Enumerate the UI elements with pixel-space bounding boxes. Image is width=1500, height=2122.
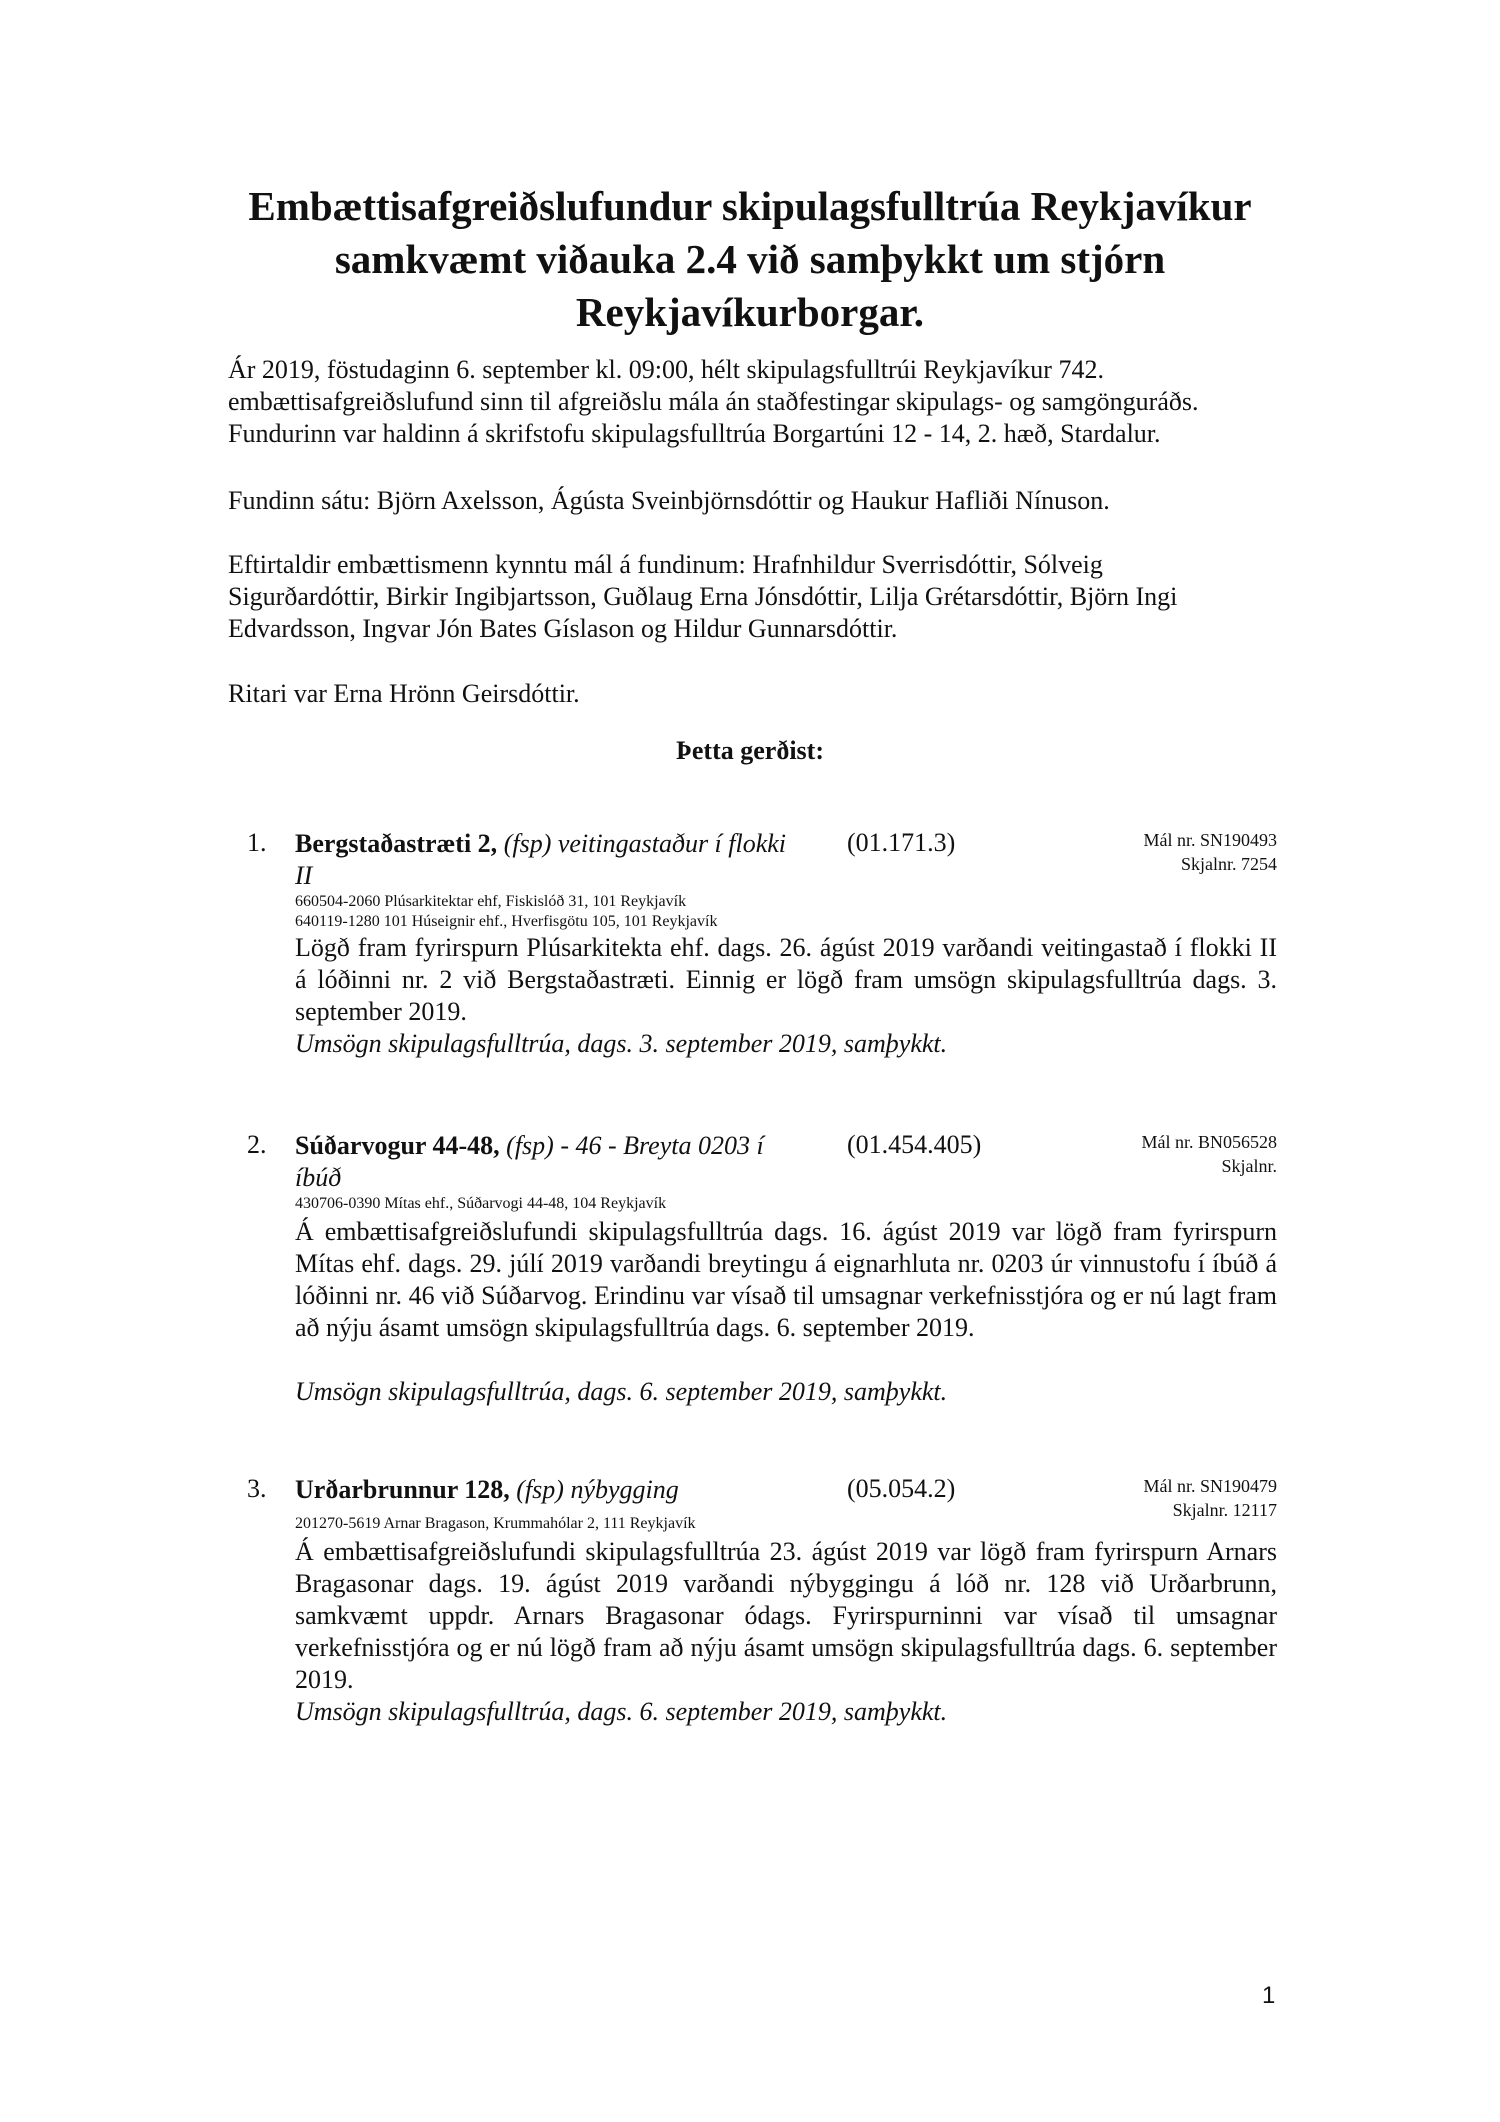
title-line-1: Embættisafgreiðslufundur skipulagsfulltrúa Reykjavíkur bbox=[248, 183, 1252, 229]
document-title bbox=[200, 180, 1300, 339]
item-heading bbox=[295, 828, 795, 892]
officials-line-3: Edvardsson, Ingvar Jón Bates Gíslason og Hildur Gunnarsdóttir. bbox=[228, 614, 898, 643]
officials-line-1: Eftirtaldir embættismenn kynntu mál á fundinum: Hrafnhildur Sverrisdóttir, Sólveig bbox=[228, 550, 1103, 579]
item-reference bbox=[1141, 1130, 1277, 1178]
secretary-paragraph: Ritari var Erna Hrönn Geirsdóttir. bbox=[228, 679, 580, 708]
item-result: Umsögn skipulagsfulltrúa, dags. 6. september 2019, samþykkt. bbox=[295, 1377, 948, 1406]
item-reference bbox=[1143, 1474, 1277, 1522]
title-line-3: Reykjavíkurborgar. bbox=[575, 289, 925, 335]
item-owners bbox=[295, 1514, 696, 1534]
item-number: 1. bbox=[247, 828, 267, 857]
item-address: Urðarbrunnur 128, bbox=[295, 1475, 510, 1504]
officials-line-2: Sigurðardóttir, Birkir Ingibjartsson, Guðlaug Erna Jónsdóttir, Lilja Grétarsdóttir, Björn Ingi bbox=[228, 582, 1178, 611]
item-description: Lögð fram fyrirspurn Plúsarkitekta ehf. dags. 26. ágúst 2019 varðandi veitingastað í flokki II á lóðinni nr. 2 við Bergstaðastræti. Einnig er lögð fram umsögn skipulagsfulltrúa dags. 3. september 2019. bbox=[295, 933, 1277, 1026]
item-owners bbox=[295, 892, 717, 932]
case-number: Mál nr. SN190493 bbox=[1143, 830, 1277, 850]
item-subject: (fsp) - 46 - Breyta 0203 í íbúð bbox=[295, 1131, 764, 1192]
item-number: 2. bbox=[247, 1130, 267, 1159]
intro-line-3: Fundurinn var haldinn á skrifstofu skipulagsfulltrúa Borgartúni 12 - 14, 2. hæð, Stardalur. bbox=[228, 419, 1161, 448]
document-number: Skjalnr. 12117 bbox=[1172, 1500, 1277, 1520]
item-land-code: (01.171.3) bbox=[847, 828, 956, 857]
title-line-2: samkvæmt viðauka 2.4 við samþykkt um stjórn bbox=[334, 236, 1166, 282]
item-owners bbox=[295, 1194, 666, 1214]
owner-line: 430706-0390 Mítas ehf., Súðarvogi 44-48, 104 Reykjavík bbox=[295, 1195, 667, 1212]
case-number: Mál nr. BN056528 bbox=[1141, 1132, 1277, 1152]
document-number: Skjalnr. 7254 bbox=[1180, 854, 1277, 874]
intro-paragraph bbox=[228, 354, 1198, 450]
item-address: Súðarvogur 44-48, bbox=[295, 1131, 500, 1160]
item-land-code: (01.454.405) bbox=[847, 1130, 982, 1159]
item-reference bbox=[1143, 828, 1277, 876]
item-land-code: (05.054.2) bbox=[847, 1474, 956, 1503]
item-number: 3. bbox=[247, 1474, 267, 1503]
item-result: Umsögn skipulagsfulltrúa, dags. 6. september 2019, samþykkt. bbox=[295, 1697, 948, 1726]
item-description: Á embættisafgreiðslufundi skipulagsfulltrúa 23. ágúst 2019 var lögð fram fyrirspurn Arnars Bragasonar dags. 19. ágúst 2019 varðandi nýbyggingu á lóð nr. 128 við Urðarbrunn, samkvæmt uppdr. Arnars Bragasonar ódags. Fyrirspurninni var vísað til umsagnar verkefnisstjóra og er nú lögð fram að nýju ásamt umsögn skipulagsfulltrúa dags. 6. september 2019. bbox=[295, 1537, 1277, 1694]
item-address: Bergstaðastræti 2, bbox=[295, 829, 498, 858]
document-number: Skjalnr. bbox=[1221, 1156, 1277, 1176]
page-number: 1 bbox=[1262, 1982, 1276, 2009]
item-subject: (fsp) nýbygging bbox=[516, 1475, 679, 1504]
owner-line: 660504-2060 Plúsarkitektar ehf, Fiskislóð 31, 101 Reykjavík bbox=[295, 893, 687, 910]
officials-paragraph bbox=[228, 549, 1177, 645]
intro-line-2: embættisafgreiðslufund sinn til afgreiðslu mála án staðfestingar skipulags- og samgönguráðs. bbox=[228, 387, 1199, 416]
attendees-paragraph: Fundinn sátu: Björn Axelsson, Ágústa Sveinbjörnsdóttir og Haukur Hafliði Nínuson. bbox=[228, 486, 1110, 515]
item-heading bbox=[295, 1474, 795, 1506]
item-description: Á embættisafgreiðslufundi skipulagsfulltrúa dags. 16. ágúst 2019 var lögð fram fyrirspurn Mítas ehf. dags. 29. júlí 2019 varðandi breytingu á eignarhluta nr. 0203 úr vinnustofu í íbúð á lóðinni nr. 46 við Súðarvog. Erindinu var vísað til umsagnar verkefnisstjóra og er nú lagt fram að nýju ásamt umsögn skipulagsfulltrúa dags. 6. september 2019. bbox=[295, 1217, 1277, 1342]
intro-line-1: Ár 2019, föstudaginn 6. september kl. 09:00, hélt skipulagsfulltrúi Reykjavíkur 742. bbox=[228, 355, 1104, 384]
section-heading: Þetta gerðist: bbox=[676, 736, 824, 765]
item-heading bbox=[295, 1130, 795, 1194]
item-result: Umsögn skipulagsfulltrúa, dags. 3. september 2019, samþykkt. bbox=[295, 1029, 948, 1058]
case-number: Mál nr. SN190479 bbox=[1143, 1476, 1277, 1496]
owner-line: 640119-1280 101 Húseignir ehf., Hverfisgötu 105, 101 Reykjavík bbox=[295, 913, 718, 930]
item-subject: (fsp) veitingastaður í flokki II bbox=[295, 829, 787, 890]
owner-line: 201270-5619 Arnar Bragason, Krummahólar 2, 111 Reykjavík bbox=[295, 1515, 696, 1532]
